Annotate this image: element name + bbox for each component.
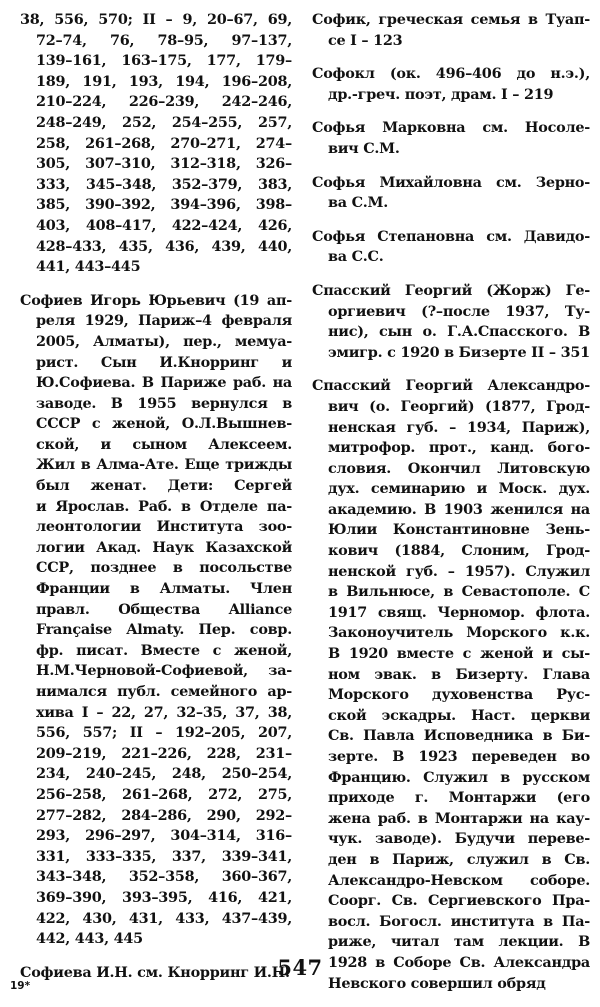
entry-text-line: Софокл (ок. 496–406 до н.э.), [312, 65, 590, 83]
entry-text-line: 333, 345–348, 352–379, 383, [36, 175, 292, 193]
entry-text-line: 385, 390–392, 394–396, 398– [36, 196, 292, 214]
entry-text-line: 210–224, 226–239, 242–246, [36, 93, 292, 111]
entry-text-line: и Ярослав. Раб. в Отделе па- [36, 497, 292, 515]
entry-text-line: Александро-Невском соборе. [328, 871, 590, 889]
entry-text-line: в Вильнюсе, в Севастополе. С [328, 583, 590, 601]
entry-text-line: жена раб. в Монтаржи на кау- [328, 809, 590, 827]
entry-text-line: вич С.М. [328, 139, 400, 157]
entry-text-line: леонтологии Института зоо- [36, 518, 292, 536]
right-index-entry [312, 118, 590, 159]
page-number: 547 [277, 955, 323, 980]
entry-text-line: Софиева И.Н. см. Кнорринг И.Н. [20, 963, 290, 981]
entry-text-line: был женат. Дети: Сергей [36, 477, 292, 495]
entry-text-line: митрофор. прот., канд. бого- [328, 439, 590, 457]
entry-text-line: 72–74, 76, 78–95, 97–137, [36, 31, 292, 49]
entry-text-line: Юлии Константиновне Зень- [328, 521, 590, 539]
entry-text-line: вич (о. Георгий) (1877, Грод- [328, 397, 590, 415]
entry-text-line: риже, читал там лекции. В [328, 933, 590, 951]
entry-text-line: Св. Павла Исповедника в Би- [328, 727, 590, 745]
entry-text-line: Морского духовенства Рус- [328, 686, 590, 704]
entry-text-line: 293, 296–297, 304–314, 316– [36, 827, 292, 845]
left-index-entry [20, 10, 292, 278]
entry-text-line: 234, 240–245, 248, 250–254, [36, 765, 292, 783]
entry-text-line: СССР с женой, О.Л.Вышнев- [36, 415, 292, 433]
entry-text-line: чук. заводе). Будучи переве- [328, 830, 590, 848]
entry-text-line: 331, 333–335, 337, 339–341, [36, 847, 292, 865]
entry-text-line: Франции в Алматы. Член [36, 580, 292, 598]
right-column [312, 10, 590, 1007]
entry-text-line: 369–390, 393–395, 416, 421, [36, 888, 292, 906]
entry-text-line: 1928 в Соборе Св. Александра [328, 953, 590, 971]
entry-text-line: 428–433, 435, 436, 439, 440, [36, 237, 292, 255]
entry-text-line: заводе. В 1955 вернулся в [36, 394, 292, 412]
right-index-entry [312, 281, 590, 363]
entry-text-line: 209–219, 221–226, 228, 231– [36, 744, 292, 762]
entry-text-line: Н.М.Черновой-Софиевой, за- [36, 662, 292, 680]
entry-text-line: нис), сын о. Г.А.Спасского. В [328, 323, 590, 341]
entry-text-line: 1917 свящ. Черномор. флота. [328, 603, 590, 621]
entry-text-line: правл. Общества Alliance [36, 600, 292, 618]
entry-text-line: логии Акад. Наук Казахской [36, 538, 292, 556]
entry-text-line: Софья Михайловна см. Зерно- [312, 173, 590, 191]
entry-text-line: ден в Париж, служил в Св. [328, 850, 590, 868]
right-index-entry [312, 64, 590, 105]
entry-text-line: Францию. Служил в русском [328, 768, 590, 786]
entry-text-line: Жил в Алма-Ате. Еще трижды [36, 456, 292, 474]
entry-text-line: хива I – 22, 27, 32–35, 37, 38, [36, 703, 292, 721]
entry-text-line: Законоучитель Морского к.к. [328, 624, 590, 642]
entry-text-line: 139–161, 163–175, 177, 179– [36, 52, 292, 70]
entry-text-line: реля 1929, Париж–4 февраля [36, 312, 292, 330]
entry-text-line: ном эвак. в Бизерту. Глава [328, 665, 590, 683]
entry-text-line: 442, 443, 445 [36, 930, 143, 948]
signature-mark: 19* [10, 980, 31, 992]
entry-text-line: 422, 430, 431, 433, 437–439, [36, 909, 292, 927]
entry-text-line: рист. Сын И.Кнорринг и [36, 353, 292, 371]
entry-text-line: 2005, Алматы), пер., мемуа- [36, 332, 292, 350]
entry-text-line: В 1920 вместе с женой и сы- [328, 645, 590, 663]
entry-text-line: Софья Степановна см. Давидо- [312, 227, 590, 245]
entry-text-line: ненской губ. – 1957). Служил [328, 562, 590, 580]
right-index-entry [312, 10, 590, 51]
entry-text-line: ской, и сыном Алексеем. [36, 435, 292, 453]
entry-text-line: академию. В 1903 женился на [328, 500, 590, 518]
entry-text-line: Спасский Георгий (Жорж) Ге- [312, 281, 590, 299]
entry-text-line: нимался публ. семейного ар- [36, 683, 292, 700]
entry-text-line: 256–258, 261–268, 272, 275, [36, 785, 292, 803]
entry-text-line: Française Almaty. Пер. совр. [36, 621, 292, 639]
entry-text-line: 343–348, 352–358, 360–367, [36, 868, 292, 886]
left-column [20, 10, 292, 996]
entry-text-line: фр. писат. Вместе с женой, [36, 641, 292, 659]
right-index-entry [312, 376, 590, 994]
entry-text-line: Софиев Игорь Юрьевич (19 ап- [20, 291, 292, 309]
entry-text-line: эмигр. с 1920 в Бизерте II – 351 [328, 343, 590, 361]
entry-text-line: Спасский Георгий Александро- [312, 377, 590, 395]
entry-text-line: 403, 408–417, 422–424, 426, [36, 216, 292, 234]
entry-text-line: ской эскадры. Наст. церкви [328, 706, 590, 724]
entry-text-line: ненская губ. – 1934, Париж), [328, 418, 590, 436]
entry-text-line: Софик, греческая семья в Туап- [312, 11, 590, 28]
entry-text-line: кович (1884, Слоним, Грод- [328, 542, 590, 560]
entry-text-line: Ю.Софиева. В Париже раб. на [36, 374, 292, 392]
entry-text-line: Соорг. Св. Сергиевского Пра- [328, 892, 590, 910]
entry-text-line: 305, 307–310, 312–318, 326– [36, 155, 292, 173]
entry-text-line: зерте. В 1923 переведен во [328, 748, 590, 765]
entry-text-line: 258, 261–268, 270–271, 274– [36, 134, 292, 152]
entry-text-line: приходе г. Монтаржи (его [328, 789, 590, 807]
entry-text-line: 189, 191, 193, 194, 196–208, [36, 72, 292, 90]
left-index-entry [20, 291, 292, 950]
entry-text-line: 277–282, 284–286, 290, 292– [36, 806, 292, 824]
entry-text-line: дух. семинарию и Моск. дух. [328, 480, 590, 498]
entry-text-line: ва С.С. [328, 248, 384, 266]
entry-text-line: 38, 556, 570; II – 9, 20–67, 69, [20, 11, 292, 28]
entry-text-line: 248–249, 252, 254–255, 257, [36, 113, 292, 131]
right-index-entry [312, 227, 590, 268]
entry-text-line: Невского совершил обряд [328, 974, 546, 992]
entry-text-line: ССР, позднее в посольстве [36, 559, 292, 577]
entry-text-line: 441, 443–445 [36, 258, 141, 276]
entry-text-line: Софья Марковна см. Носоле- [312, 119, 590, 137]
right-index-entry [312, 173, 590, 214]
entry-text-line: оргиевич (?–после 1937, Ту- [328, 302, 590, 320]
entry-text-line: се I – 123 [328, 31, 403, 49]
entry-text-line: восл. Богосл. института в Па- [328, 912, 590, 930]
entry-text-line: словия. Окончил Литовскую [328, 459, 590, 477]
entry-text-line: др.-греч. поэт, драм. I – 219 [328, 85, 554, 103]
entry-text-line: ва С.М. [328, 194, 388, 212]
entry-text-line: 556, 557; II – 192–205, 207, [36, 724, 292, 742]
